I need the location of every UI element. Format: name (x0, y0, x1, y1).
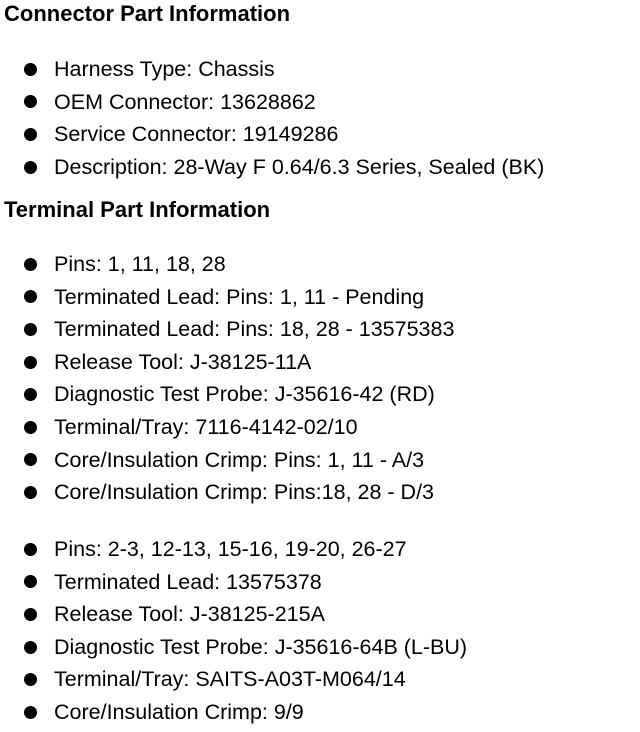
terminated-lead: Terminated Lead: Pins: 1, 11 - Pending (54, 284, 425, 309)
terminated-lead: Terminated Lead: Pins: 18, 28 - 13575383 (54, 317, 455, 342)
release-tool: Release Tool: J-38125-215A (54, 602, 325, 627)
connector-description: Description: 28-Way F 0.64/6.3 Series, Sealed (BK) (54, 154, 545, 179)
connector-part-info-heading: Connector Part Information (4, 1, 291, 26)
terminal-tray: Terminal/Tray: 7116-4142-02/10 (54, 414, 358, 439)
release-tool: Release Tool: J-38125-11A (54, 349, 312, 374)
diagnostic-test-probe: Diagnostic Test Probe: J-35616-42 (RD) (54, 382, 435, 407)
oem-connector: OEM Connector: 13628862 (54, 89, 316, 114)
bullet-icon (24, 543, 37, 556)
bullet-icon (24, 95, 37, 108)
terminal-tray: Terminal/Tray: SAITS-A03T-M064/14 (54, 667, 406, 692)
bullet-icon (24, 421, 37, 434)
bullet-icon (24, 453, 37, 466)
harness-type: Harness Type: Chassis (54, 57, 275, 81)
bullet-icon (24, 641, 37, 654)
terminal-part-info-heading: Terminal Part Information (4, 197, 271, 222)
bullet-icon (24, 486, 37, 499)
bullet-icon (24, 673, 37, 686)
bullet-icon (24, 290, 37, 303)
bullet-icon (24, 388, 37, 401)
core-insulation-crimp: Core/Insulation Crimp: Pins: 1, 11 - A/3 (54, 447, 425, 472)
service-connector: Service Connector: 19149286 (54, 122, 339, 147)
core-insulation-crimp: Core/Insulation Crimp: Pins:18, 28 - D/3 (54, 480, 434, 505)
bullet-icon (24, 608, 37, 621)
terminated-lead: Terminated Lead: 13575378 (54, 569, 322, 594)
bullet-icon (24, 575, 37, 588)
pins: Pins: 2-3, 12-13, 15-16, 19-20, 26-27 (54, 537, 407, 561)
bullet-icon (24, 128, 37, 141)
bullet-icon (24, 63, 37, 76)
bullet-icon (24, 161, 37, 174)
core-insulation-crimp: Core/Insulation Crimp: 9/9 (54, 699, 304, 724)
bullet-icon (24, 706, 37, 719)
pins: Pins: 1, 11, 18, 28 (54, 252, 226, 276)
bullet-icon (24, 258, 37, 271)
bullet-icon (24, 356, 37, 369)
bullet-icon (24, 323, 37, 336)
diagnostic-test-probe: Diagnostic Test Probe: J-35616-64B (L-BU) (54, 634, 468, 659)
